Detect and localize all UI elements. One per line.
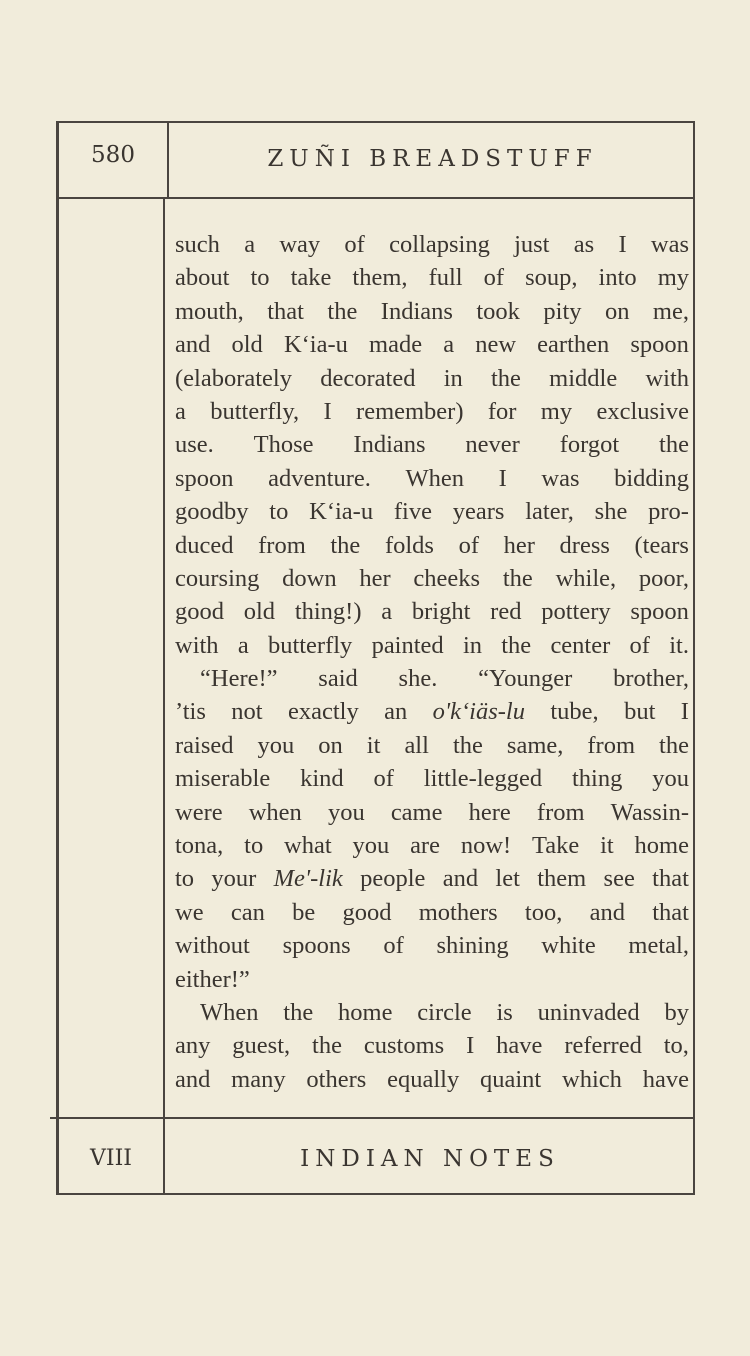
word: quaint (480, 1065, 542, 1093)
word: K‘ia-u (283, 331, 348, 359)
word: When (200, 998, 259, 1026)
word: circle (417, 998, 472, 1026)
word: to, (663, 1032, 689, 1060)
word: in (443, 364, 463, 392)
word: in (462, 631, 482, 659)
word: it (600, 832, 614, 860)
word: what (284, 832, 332, 860)
word: five (393, 498, 432, 526)
word: an (384, 698, 408, 726)
word: and (442, 865, 479, 893)
word: of (458, 531, 479, 559)
word: my (657, 264, 689, 292)
word: K‘ia-u (309, 498, 374, 526)
text-line (175, 295, 689, 328)
word: of (629, 631, 650, 659)
footer-divider (50, 1117, 695, 1119)
text-line (175, 729, 689, 762)
word: all (404, 731, 429, 759)
word: coursing (175, 564, 260, 592)
word: I (680, 698, 689, 726)
word: it. (669, 631, 689, 659)
word: a (237, 631, 249, 659)
word: the (283, 998, 314, 1026)
word: Take (532, 832, 580, 860)
text-line (175, 629, 689, 662)
word: and (589, 898, 625, 926)
word: the (327, 297, 358, 325)
word: home (338, 998, 393, 1026)
word: take (290, 264, 332, 292)
word: miserable (175, 765, 271, 793)
word: white (541, 932, 596, 960)
word: you (352, 832, 390, 860)
word: of (373, 765, 394, 793)
word: of (344, 231, 365, 258)
text-line (175, 796, 689, 829)
word: she. (398, 665, 438, 693)
word: mouth, (175, 297, 244, 325)
word: her (359, 564, 391, 592)
word: a (381, 598, 393, 626)
header-divider (56, 197, 695, 199)
text-line (175, 662, 689, 695)
word: thing (571, 765, 623, 793)
word: to (269, 498, 289, 526)
word: bidding (614, 464, 689, 492)
word: butterfly (267, 631, 353, 659)
word: but (624, 698, 656, 726)
word: you (257, 731, 295, 759)
word: metal, (628, 932, 689, 960)
word: from (258, 531, 306, 559)
word: earthen (537, 331, 610, 359)
word: were (175, 798, 223, 826)
word: goodby (175, 498, 249, 526)
word: was (541, 464, 580, 492)
word: by (664, 998, 689, 1026)
word: said (318, 665, 358, 693)
text-line (175, 562, 689, 595)
text-line (175, 896, 689, 929)
word: referred (564, 1032, 642, 1060)
word: a (244, 231, 256, 258)
word: thing!) (294, 598, 362, 626)
word: spoon (630, 598, 689, 626)
word: equally (387, 1065, 460, 1093)
word: here (468, 798, 511, 826)
word: spoons (282, 932, 351, 960)
word: soup, (525, 264, 578, 292)
word: about (175, 264, 230, 292)
word: such (175, 231, 220, 258)
word: tona, (175, 832, 224, 860)
word: when (248, 798, 302, 826)
word: Wassin- (610, 798, 689, 826)
word: (tears (634, 531, 689, 559)
word: pity (543, 297, 582, 325)
word: on (318, 731, 343, 759)
word: my (540, 397, 573, 425)
text-line (175, 328, 689, 361)
text-line (175, 462, 689, 495)
word: full (428, 264, 463, 292)
word: are (410, 832, 440, 860)
word: duced (175, 531, 234, 559)
word: exactly (287, 698, 359, 726)
word: came (390, 798, 443, 826)
word: she (594, 498, 628, 526)
margin-column-divider (163, 198, 165, 1195)
word: took (476, 297, 520, 325)
word: while, (555, 564, 617, 592)
word: Indians (353, 431, 426, 459)
text-line (175, 695, 689, 728)
word: I (618, 231, 627, 258)
word: be (292, 898, 316, 926)
word: forgot (559, 431, 620, 459)
word: middle (549, 364, 618, 392)
word: “Here!” (200, 665, 278, 693)
text-line (175, 529, 689, 562)
word: that (652, 865, 689, 893)
word: exclusive (596, 397, 689, 425)
word: home (634, 832, 689, 860)
word: the (502, 564, 533, 592)
word: Those (253, 431, 314, 459)
word: cheeks (413, 564, 481, 592)
text-line (175, 996, 689, 1029)
word: remember) (356, 397, 464, 425)
word: made (369, 331, 423, 359)
word: from (587, 731, 636, 759)
word: let (495, 865, 520, 893)
word: collapsing (389, 231, 490, 258)
word: Indians (380, 297, 453, 325)
word: you (327, 798, 365, 826)
word: her (503, 531, 535, 559)
word: adventure. (268, 464, 371, 492)
word: uninvaded (537, 998, 640, 1026)
word: too, (524, 898, 563, 926)
word: the (330, 531, 361, 559)
word: to (244, 832, 264, 860)
word: later, (525, 498, 574, 526)
word: me, (652, 297, 689, 325)
word: without (175, 932, 250, 960)
word: way (279, 231, 321, 258)
word: people (360, 865, 426, 893)
word: the (659, 731, 689, 759)
word: I (498, 464, 507, 492)
word: customs (363, 1032, 445, 1060)
word: as (573, 231, 595, 258)
word: to (175, 865, 195, 893)
word: spoon (175, 464, 234, 492)
word: your (211, 865, 257, 893)
word: from (536, 798, 585, 826)
word: many (231, 1065, 286, 1093)
word: guest, (232, 1032, 291, 1060)
word: a (443, 331, 455, 359)
word: the (659, 431, 689, 459)
word: old (231, 331, 263, 359)
word: have (496, 1032, 543, 1060)
word: into (598, 264, 637, 292)
word: use. (175, 431, 214, 459)
word: old (243, 598, 276, 626)
word: dress (559, 531, 610, 559)
body-text (175, 228, 689, 1096)
word: butterfly, (210, 397, 300, 425)
text-line (175, 829, 689, 862)
word: ’tis (175, 698, 206, 726)
word: poor, (638, 564, 689, 592)
italic-word: Me'-lik (273, 865, 343, 893)
word: a (175, 397, 186, 425)
word: brother, (613, 665, 689, 693)
word: that (652, 898, 689, 926)
volume-number: VIII (90, 1146, 132, 1171)
word: I (466, 1032, 475, 1060)
word: red (490, 598, 522, 626)
text-line (175, 762, 689, 795)
word: “Younger (478, 665, 573, 693)
word: bright (411, 598, 471, 626)
text-line (175, 362, 689, 395)
word: with (175, 631, 219, 659)
series-title: INDIAN NOTES (300, 1146, 560, 1172)
word: shining (436, 932, 509, 960)
word: you (652, 765, 689, 793)
word: little-legged (423, 765, 543, 793)
word: on (604, 297, 630, 325)
word: others (306, 1065, 367, 1093)
word: any (175, 1032, 211, 1060)
word: is (496, 998, 513, 1026)
word: that (267, 297, 304, 325)
text-line (175, 929, 689, 962)
word: pottery (541, 598, 611, 626)
word: which (562, 1065, 622, 1093)
word: with (645, 364, 689, 392)
word: the (490, 364, 521, 392)
word: folds (384, 531, 434, 559)
text-line (175, 862, 689, 895)
word: kind (300, 765, 344, 793)
word: them (537, 865, 587, 893)
word: see (603, 865, 635, 893)
word: tube, (550, 698, 599, 726)
word: just (514, 231, 550, 258)
text-line (175, 395, 689, 428)
word: them, (352, 264, 408, 292)
word: same, (506, 731, 564, 759)
text-line (175, 1029, 689, 1062)
word: good (342, 898, 392, 926)
word: of (483, 264, 505, 292)
word: not (231, 698, 263, 726)
word: pro- (648, 498, 689, 526)
word: can (230, 898, 265, 926)
word: good (175, 598, 224, 626)
word: raised (175, 731, 234, 759)
word: it (366, 731, 381, 759)
word: and (175, 1065, 211, 1093)
italic-word: o'k‘iäs-lu (432, 698, 525, 726)
text-line (175, 1063, 689, 1096)
word: decorated (320, 364, 416, 392)
word: to (250, 264, 270, 292)
word: years (452, 498, 505, 526)
running-title: ZUÑI BREADSTUFF (267, 146, 598, 172)
text-line (175, 495, 689, 528)
word: for (487, 397, 517, 425)
word: and (175, 331, 211, 359)
word: the (501, 631, 532, 659)
word: the (312, 1032, 342, 1060)
word: new (475, 331, 517, 359)
text-line (175, 428, 689, 461)
word: we (175, 898, 204, 926)
word: have (642, 1065, 689, 1093)
page-number: 580 (91, 142, 135, 168)
word: now! (460, 832, 512, 860)
word: painted (371, 631, 444, 659)
word: never (465, 431, 520, 459)
word: When (405, 464, 464, 492)
word: center (550, 631, 611, 659)
word: of (383, 932, 404, 960)
text-line (175, 595, 689, 628)
word: (elaborately (175, 364, 292, 392)
word: spoon (630, 331, 689, 359)
word: down (282, 564, 337, 592)
text-line (175, 228, 689, 261)
text-line: either!” (175, 965, 250, 993)
word: was (650, 231, 689, 258)
word: the (452, 731, 483, 759)
word: I (323, 397, 332, 425)
text-line (175, 261, 689, 294)
word: mothers (418, 898, 498, 926)
